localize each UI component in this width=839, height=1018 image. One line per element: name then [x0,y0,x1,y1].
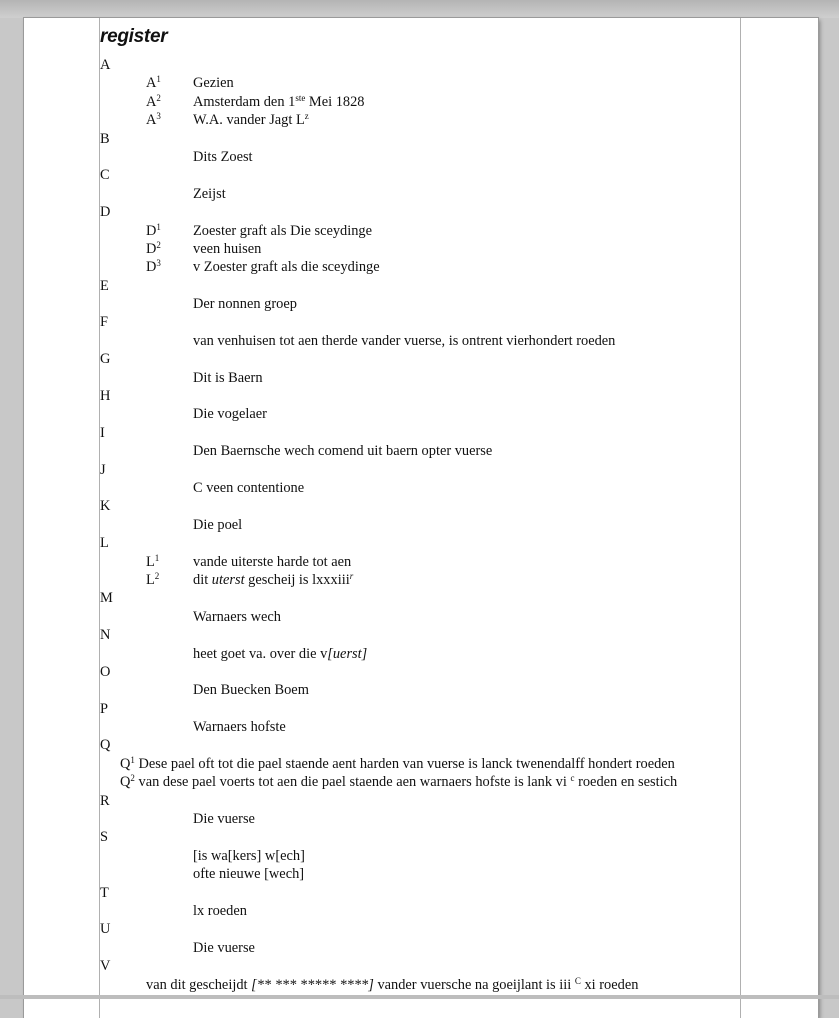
section-letter-i: I [100,424,105,441]
entry-text: Der nonnen groep [193,296,297,313]
entry-text: Die vuerse [193,811,255,828]
entry-tag: $D^3$ [146,258,161,276]
window-frame [0,0,839,18]
entry-text: Die vogelaer [193,406,267,423]
entry-i [100,442,760,460]
section-letter-b: B [100,130,110,147]
entry-tag: $A^1$ [146,74,161,92]
window-bottom-edge [0,995,839,999]
section-letter-t: T [100,884,109,901]
page-title: register [100,26,168,47]
entry-j [100,479,760,497]
entry-text: dit uterst gescheij is lxxxiii$^r$ [193,570,354,588]
entry-text: C veen contentione [193,479,305,496]
entry-text: Amsterdam den 1ste Mei 1828 [193,92,365,110]
section-letter-u: U [100,921,111,938]
entry-v: van dit gescheijdt [** *** ***** ****] vander vuersche na goeijlant is iii $^C$ xi roeden [146,975,639,993]
entry-h [100,405,760,423]
entry-text: Den Buecken Boem [193,682,309,699]
section-letter-s: S [100,829,109,846]
entry-g [100,369,760,387]
entry-text: Den Baernsche wech comend uit baern opter vuerse [193,443,493,460]
section-letter-n: N [100,627,111,644]
document-page [24,18,818,1018]
entry-tag: $D^2$ [146,239,161,257]
entry-a3 [100,111,760,129]
section-letter-j: J [100,461,106,478]
entry-q1: $Q^1$ Dese pael oft tot die pael staende aent harden van vuerse is lanck twenendalff hondert roeden [120,754,675,772]
entry-t [100,902,760,920]
entry-q2: $Q^2$ van dese pael voerts tot aen die pael staende aen warnaers hofste is lank vi $^c$ roeden en sestich [120,773,678,791]
entry-text: Warnaers wech [193,608,281,625]
entry-d3 [100,258,760,276]
entry-n [100,645,760,663]
entry-s1 [100,847,760,865]
entry-tag: $L^2$ [146,570,160,588]
section-letter-c: C [100,167,110,184]
entry-r [100,810,760,828]
entry-a2 [100,93,760,111]
entry-tag: $A^2$ [146,92,161,110]
entry-p [100,718,760,736]
entry-tag: $D^1$ [146,221,161,239]
entry-text: Dit is Baern [193,369,263,386]
entry-s2 [100,865,760,883]
entry-text: veen huisen [193,240,262,257]
section-letter-e: E [100,277,109,294]
entry-text: Dits Zoest [193,148,253,165]
entry-text: Zoester graft als Die sceydinge [193,222,373,239]
entry-f [100,332,760,350]
section-letter-r: R [100,792,110,809]
entry-tag: $A^3$ [146,111,161,129]
section-letter-g: G [100,351,111,368]
entry-text: lx roeden [193,902,247,919]
entry-text: heet goet va. over die v[uerst] [193,645,368,662]
entry-k [100,516,760,534]
section-letter-d: D [100,204,111,221]
entry-text: ofte nieuwe [wech] [193,866,305,883]
entry-text: [is wa[kers] w[ech] [193,847,305,864]
entry-text: Warnaers hofste [193,719,286,736]
entry-d2 [100,240,760,258]
section-letter-l: L [100,535,109,552]
entry-m [100,608,760,626]
entry-c [100,185,760,203]
entry-e [100,295,760,313]
entry-text: Zeijst [193,185,226,202]
entry-o [100,681,760,699]
entry-l1 [100,553,760,571]
section-letter-a: A [100,57,111,73]
entry-a1 [100,74,760,92]
entry-text: W.A. vander Jagt $L^z$ [193,111,309,129]
entry-l2 [100,571,760,589]
entry-text: Die poel [193,516,243,533]
entry-text: Gezien [193,75,234,92]
entry-text: v Zoester graft als die sceydinge [193,259,380,276]
entry-tag: $L^1$ [146,552,160,570]
register-content [100,56,760,994]
entry-u [100,939,760,957]
entry-b [100,148,760,166]
section-letter-o: O [100,663,111,680]
section-letter-q: Q [100,737,111,754]
entry-d1 [100,222,760,240]
entry-text: van venhuisen tot aen therde vander vuerse, is ontrent vierhondert roeden [193,332,616,349]
section-letter-k: K [100,498,111,515]
entry-text: Die vuerse [193,939,255,956]
section-letter-p: P [100,700,109,717]
section-letter-f: F [100,314,109,331]
entry-text: vande uiterste harde tot aen [193,553,352,570]
section-letter-m: M [100,590,113,607]
section-letter-h: H [100,388,111,405]
section-letter-v: V [100,958,111,975]
